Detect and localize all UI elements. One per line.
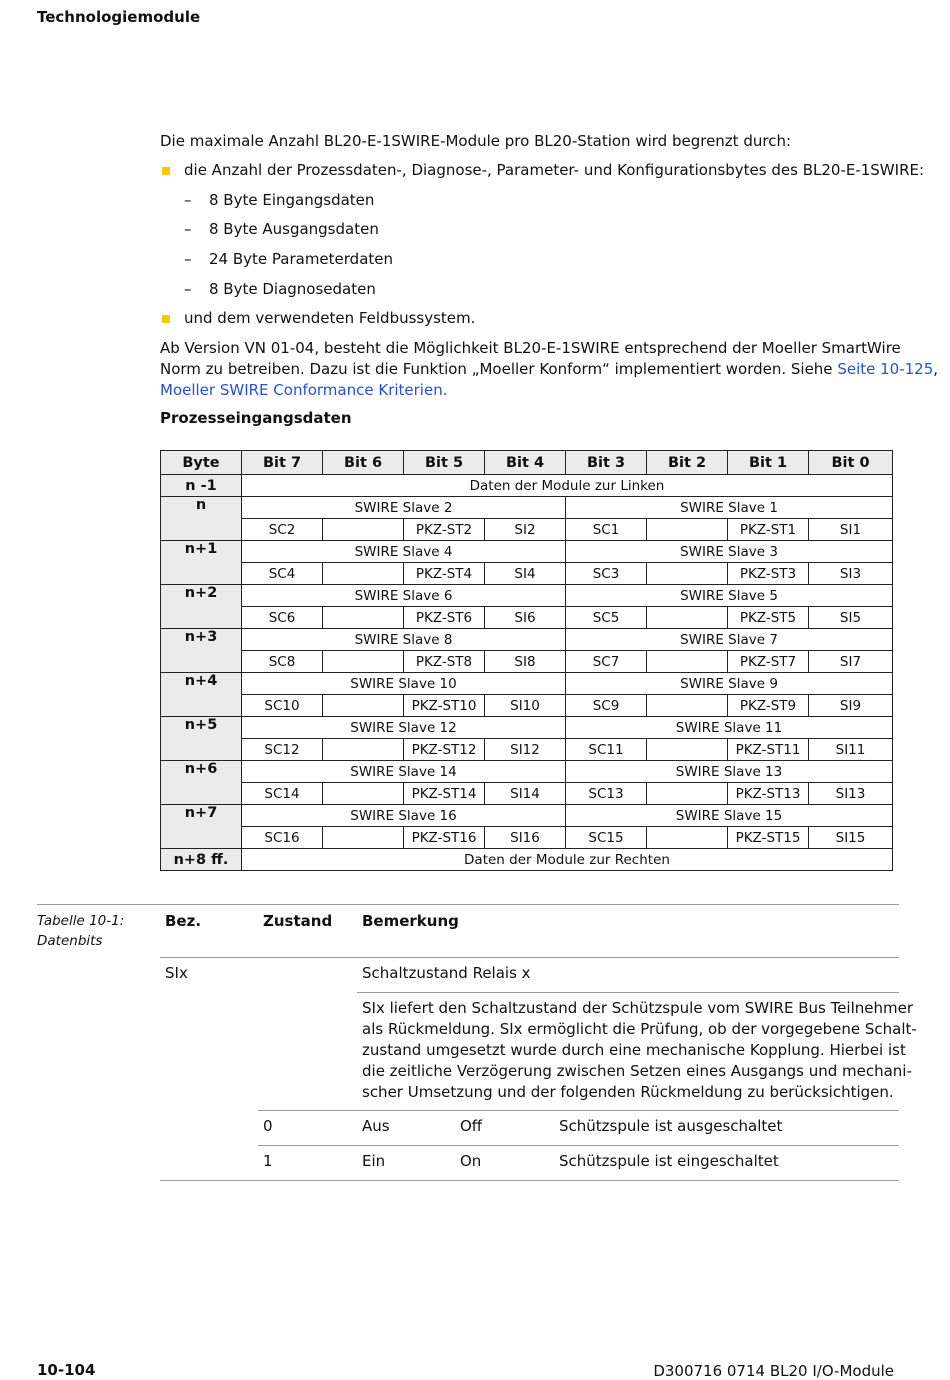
header-bit-2: Bit 2 <box>647 451 728 475</box>
header-bit-1: Bit 1 <box>728 451 809 475</box>
bit-cell: SC12 <box>242 739 323 761</box>
dash-icon: – <box>184 220 192 238</box>
bit-cell <box>647 563 728 585</box>
table-row <box>161 475 893 497</box>
table-top-rule <box>37 904 899 905</box>
bullet-item-1: die Anzahl der Prozessdaten-, Diagnose-, Parameter- und Konfigurationsbytes des BL20-E-1SWIRE: <box>184 161 925 179</box>
conformance-criteria-link[interactable]: Moeller SWIRE Conformance Kriterien. <box>160 381 448 399</box>
bit-cell <box>647 607 728 629</box>
state-en: On <box>460 1152 482 1170</box>
table-row <box>161 607 893 629</box>
slave-label: SWIRE Slave 12 <box>242 717 566 739</box>
bit-cell: SC15 <box>566 827 647 849</box>
bit-cell: SI5 <box>809 607 893 629</box>
byte-label: n+2 <box>161 585 242 629</box>
bit-cell: SI10 <box>485 695 566 717</box>
state-de: Aus <box>362 1117 390 1135</box>
slave-label: SWIRE Slave 14 <box>242 761 566 783</box>
bit-cell: PKZ-ST16 <box>404 827 485 849</box>
bit-cell: PKZ-ST10 <box>404 695 485 717</box>
sub-item-4: 8 Byte Diagnosedaten <box>209 280 376 298</box>
bit-cell: SI4 <box>485 563 566 585</box>
bullet-icon <box>162 315 170 323</box>
bit-cell <box>647 651 728 673</box>
slave-label: SWIRE Slave 4 <box>242 541 566 563</box>
table-row <box>161 717 893 739</box>
page-number: 10-104 <box>37 1361 96 1379</box>
table-bottom-rule <box>160 1180 899 1181</box>
bit-cell <box>323 739 404 761</box>
bit-cell: PKZ-ST2 <box>404 519 485 541</box>
table-row <box>161 739 893 761</box>
signal-name: SIx <box>165 964 188 982</box>
page-reference-link[interactable]: Seite 10-125 <box>837 360 934 378</box>
state-rule-1 <box>258 1145 899 1146</box>
bit-cell: SI9 <box>809 695 893 717</box>
byte-label: n <box>161 497 242 541</box>
table-row <box>161 497 893 519</box>
bit-cell: PKZ-ST13 <box>728 783 809 805</box>
bit-cell <box>323 783 404 805</box>
bit-cell: SC2 <box>242 519 323 541</box>
bit-cell: SI15 <box>809 827 893 849</box>
sub-item-1: 8 Byte Eingangsdaten <box>209 191 375 209</box>
bit-cell: PKZ-ST3 <box>728 563 809 585</box>
bit-cell: PKZ-ST6 <box>404 607 485 629</box>
header-byte: Byte <box>161 451 242 475</box>
table-header-row <box>161 451 893 475</box>
bit-cell: SI8 <box>485 651 566 673</box>
bit-cell: SI12 <box>485 739 566 761</box>
table-row <box>161 827 893 849</box>
slave-label: SWIRE Slave 11 <box>566 717 893 739</box>
table-row <box>161 629 893 651</box>
header-bit-5: Bit 5 <box>404 451 485 475</box>
bullet-icon <box>162 167 170 175</box>
bit-cell: PKZ-ST12 <box>404 739 485 761</box>
bit-cell <box>647 519 728 541</box>
bit-cell <box>323 827 404 849</box>
description-rule <box>357 992 899 993</box>
column-header-bemerkung: Bemerkung <box>362 912 459 930</box>
bit-cell: PKZ-ST4 <box>404 563 485 585</box>
byte-label: n+6 <box>161 761 242 805</box>
bit-cell <box>323 695 404 717</box>
bit-cell <box>647 827 728 849</box>
byte-label: n+3 <box>161 629 242 673</box>
table-row <box>161 519 893 541</box>
state-rule-0 <box>258 1110 899 1111</box>
version-paragraph-line-2: Norm zu betreiben. Dazu ist die Funktion „Moeller Konform“ implementiert worden. Siehe Seite 10-125, <box>160 360 939 378</box>
caption-number: Tabelle 10-1: <box>37 913 125 929</box>
bit-cell: SI6 <box>485 607 566 629</box>
slave-label: SWIRE Slave 1 <box>566 497 893 519</box>
document-id: D300716 0714 BL20 I/O-Module <box>653 1362 894 1380</box>
bit-cell: SC7 <box>566 651 647 673</box>
state-value: 1 <box>263 1152 273 1170</box>
slave-label: SWIRE Slave 7 <box>566 629 893 651</box>
table-row <box>161 673 893 695</box>
section-title: Prozesseingangsdaten <box>160 409 352 427</box>
dash-icon: – <box>184 191 192 209</box>
bit-cell: SI1 <box>809 519 893 541</box>
bit-cell: SI7 <box>809 651 893 673</box>
bit-cell <box>647 695 728 717</box>
bit-cell: PKZ-ST7 <box>728 651 809 673</box>
state-value: 0 <box>263 1117 273 1135</box>
caption-title: Datenbits <box>37 933 103 949</box>
byte-label: n+5 <box>161 717 242 761</box>
slave-label: SWIRE Slave 3 <box>566 541 893 563</box>
bit-cell <box>323 563 404 585</box>
signal-title: Schaltzustand Relais x <box>362 964 531 982</box>
bit-cell: SC14 <box>242 783 323 805</box>
column-header-zustand: Zustand <box>263 912 333 930</box>
byte-label: n+1 <box>161 541 242 585</box>
slave-label: SWIRE Slave 2 <box>242 497 566 519</box>
column-header-bez: Bez. <box>165 912 202 930</box>
table-row <box>161 849 893 871</box>
bullet-item-2: und dem verwendeten Feldbussystem. <box>184 309 476 327</box>
slave-label: SWIRE Slave 6 <box>242 585 566 607</box>
bit-cell: PKZ-ST8 <box>404 651 485 673</box>
bit-cell: PKZ-ST15 <box>728 827 809 849</box>
bit-cell: SC13 <box>566 783 647 805</box>
right-modules-cell: Daten der Module zur Rechten <box>242 849 893 871</box>
state-de: Ein <box>362 1152 386 1170</box>
bit-cell: PKZ-ST9 <box>728 695 809 717</box>
slave-label: SWIRE Slave 8 <box>242 629 566 651</box>
bit-cell: SC4 <box>242 563 323 585</box>
bit-cell <box>647 739 728 761</box>
bit-cell: SI14 <box>485 783 566 805</box>
bit-cell: SC9 <box>566 695 647 717</box>
slave-label: SWIRE Slave 10 <box>242 673 566 695</box>
slave-label: SWIRE Slave 16 <box>242 805 566 827</box>
bit-cell: SC16 <box>242 827 323 849</box>
sub-item-3: 24 Byte Parameterdaten <box>209 250 394 268</box>
bit-cell: SC1 <box>566 519 647 541</box>
byte-label: n -1 <box>161 475 242 497</box>
header-bit-7: Bit 7 <box>242 451 323 475</box>
bit-cell: PKZ-ST1 <box>728 519 809 541</box>
slave-label: SWIRE Slave 15 <box>566 805 893 827</box>
table-row <box>161 805 893 827</box>
header-rule <box>160 957 899 958</box>
table-caption <box>37 911 124 951</box>
slave-label: SWIRE Slave 13 <box>566 761 893 783</box>
left-modules-cell: Daten der Module zur Linken <box>242 475 893 497</box>
bit-cell: SC6 <box>242 607 323 629</box>
state-en: Off <box>460 1117 483 1135</box>
state-text: Schützspule ist ausgeschaltet <box>559 1117 783 1135</box>
bit-cell: SC3 <box>566 563 647 585</box>
sub-item-2: 8 Byte Ausgangsdaten <box>209 220 379 238</box>
version-paragraph-line-1: Ab Version VN 01-04, besteht die Möglichkeit BL20-E-1SWIRE entsprechend der Moeller SmartWire <box>160 339 901 357</box>
header-bit-3: Bit 3 <box>566 451 647 475</box>
bit-cell: PKZ-ST11 <box>728 739 809 761</box>
bit-cell: PKZ-ST5 <box>728 607 809 629</box>
bit-cell: SC11 <box>566 739 647 761</box>
signal-description: SIx liefert den Schaltzustand der Schützspule vom SWIRE Bus Teilnehmer als Rückmeldung. SIx ermöglicht die Prüfung, ob der vorgegebene Schalt- zustand umgesetzt wurde durch eine mechanische Kopplung. Hierbei ist die zeitliche Verzögerung zwischen Setzen eines Ausgangs und mechani- scher Umsetzung und der folgenden Rückmeldung zu berücksichtigen. <box>362 999 917 1101</box>
table-row <box>161 563 893 585</box>
state-text: Schützspule ist eingeschaltet <box>559 1152 779 1170</box>
table-row <box>161 695 893 717</box>
byte-label: n+4 <box>161 673 242 717</box>
table-row <box>161 541 893 563</box>
intro-text: Die maximale Anzahl BL20-E-1SWIRE-Module pro BL20-Station wird begrenzt durch: <box>160 132 792 150</box>
bit-cell: SC5 <box>566 607 647 629</box>
bit-cell: SI2 <box>485 519 566 541</box>
byte-label: n+7 <box>161 805 242 849</box>
bit-cell: SC8 <box>242 651 323 673</box>
bit-cell: SI3 <box>809 563 893 585</box>
bit-cell: SI13 <box>809 783 893 805</box>
dash-icon: – <box>184 280 192 298</box>
bit-cell <box>323 607 404 629</box>
bit-cell <box>323 651 404 673</box>
bit-cell: SC10 <box>242 695 323 717</box>
dash-icon: – <box>184 250 192 268</box>
header-bit-6: Bit 6 <box>323 451 404 475</box>
bit-cell: SI11 <box>809 739 893 761</box>
bit-cell <box>647 783 728 805</box>
header-bit-4: Bit 4 <box>485 451 566 475</box>
byte-label: n+8 ff. <box>161 849 242 871</box>
table-row <box>161 585 893 607</box>
bit-cell: PKZ-ST14 <box>404 783 485 805</box>
table-row <box>161 783 893 805</box>
page-header-title: Technologiemodule <box>37 8 201 26</box>
header-bit-0: Bit 0 <box>809 451 893 475</box>
table-row <box>161 651 893 673</box>
table-row <box>161 761 893 783</box>
slave-label: SWIRE Slave 9 <box>566 673 893 695</box>
bit-cell: SI16 <box>485 827 566 849</box>
slave-label: SWIRE Slave 5 <box>566 585 893 607</box>
process-input-data-table <box>160 450 893 871</box>
bit-cell <box>323 519 404 541</box>
